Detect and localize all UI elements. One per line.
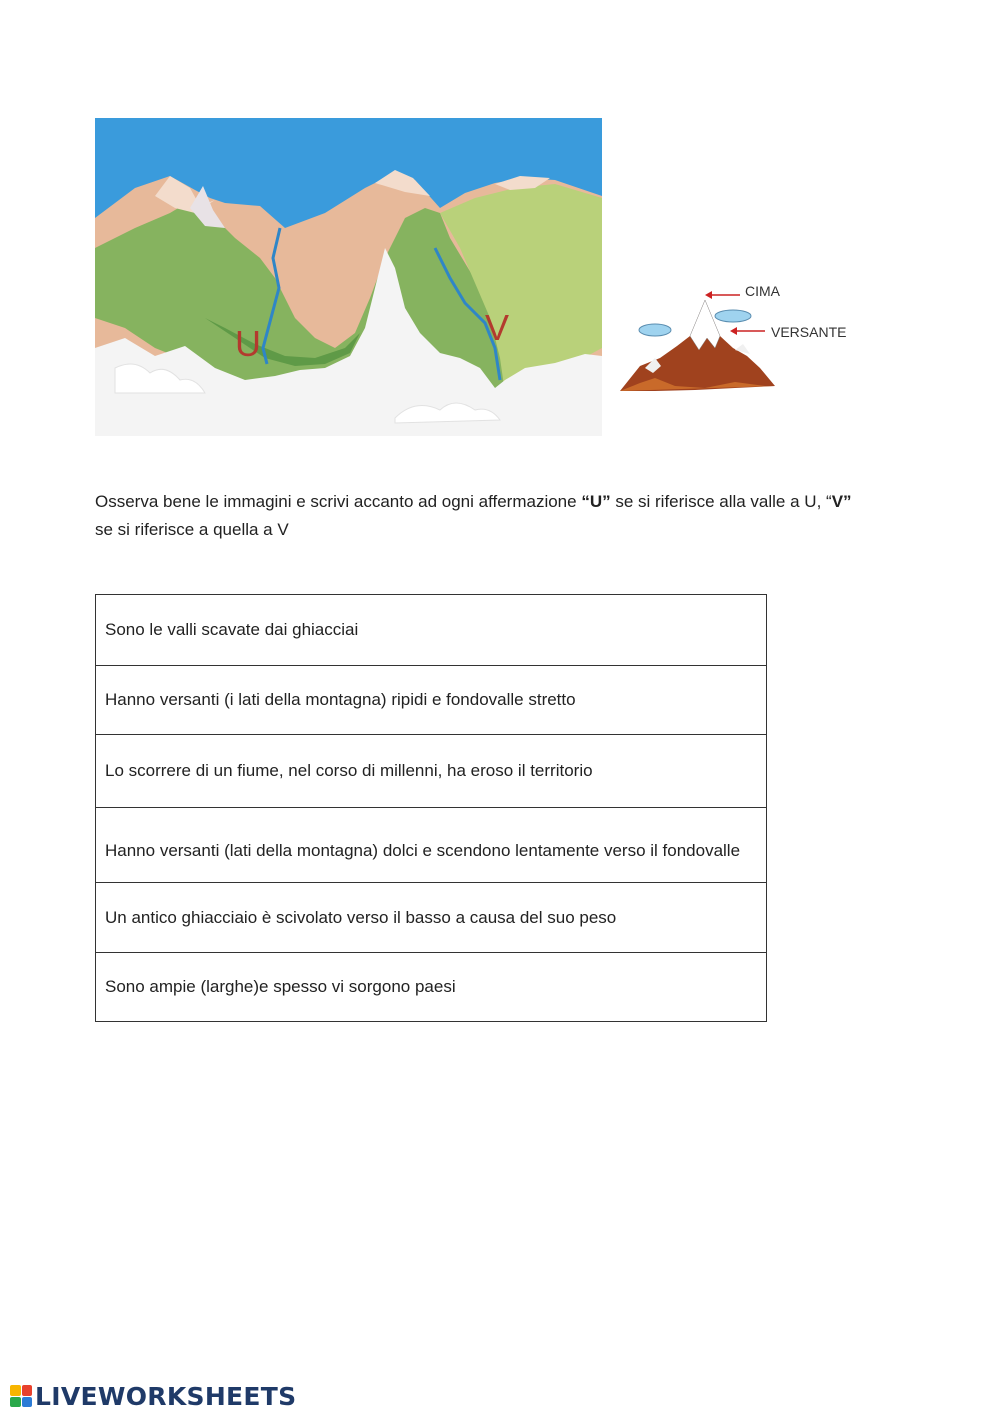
- statement-cell: Sono ampie (larghe)e spesso vi sorgono paesi: [96, 953, 767, 1022]
- brand-name: LIVEWORKSHEETS: [35, 1381, 297, 1411]
- instructions-text: Osserva bene le immagini e scrivi accanto ad ogni affermazione “U” se si riferisce alla valle a U, “V” se si riferisce a quella a V: [95, 492, 852, 539]
- cima-label: CIMA: [745, 283, 780, 299]
- statement-cell: Hanno versanti (i lati della montagna) ripidi e fondovalle stretto: [96, 666, 767, 735]
- statement-cell: Un antico ghiacciaio è scivolato verso il basso a causa del suo peso: [96, 883, 767, 953]
- liveworksheets-logo-icon: [10, 1385, 32, 1407]
- bold-v: V”: [831, 492, 852, 511]
- v-valley-label: V: [485, 307, 510, 348]
- versante-label: VERSANTE: [771, 324, 847, 340]
- table-row: [96, 735, 767, 808]
- table-row: [96, 883, 767, 953]
- table-row: [96, 666, 767, 735]
- valley-illustration: [95, 118, 602, 436]
- statement-cell: Sono le valli scavate dai ghiacciai: [96, 595, 767, 666]
- u-valley-label: U: [235, 323, 261, 364]
- statement-cell: Hanno versanti (lati della montagna) dolci e scendono lentamente verso il fondovalle: [96, 808, 767, 883]
- table-row: [96, 953, 767, 1022]
- table-row: [96, 595, 767, 666]
- statements-table: [95, 594, 767, 1022]
- table-row: [96, 808, 767, 883]
- liveworksheets-brand: [10, 1380, 296, 1412]
- bold-u: “U”: [581, 492, 611, 511]
- statement-cell: Lo scorrere di un fiume, nel corso di millenni, ha eroso il territorio: [96, 735, 767, 808]
- mountain-diagram: [615, 278, 855, 400]
